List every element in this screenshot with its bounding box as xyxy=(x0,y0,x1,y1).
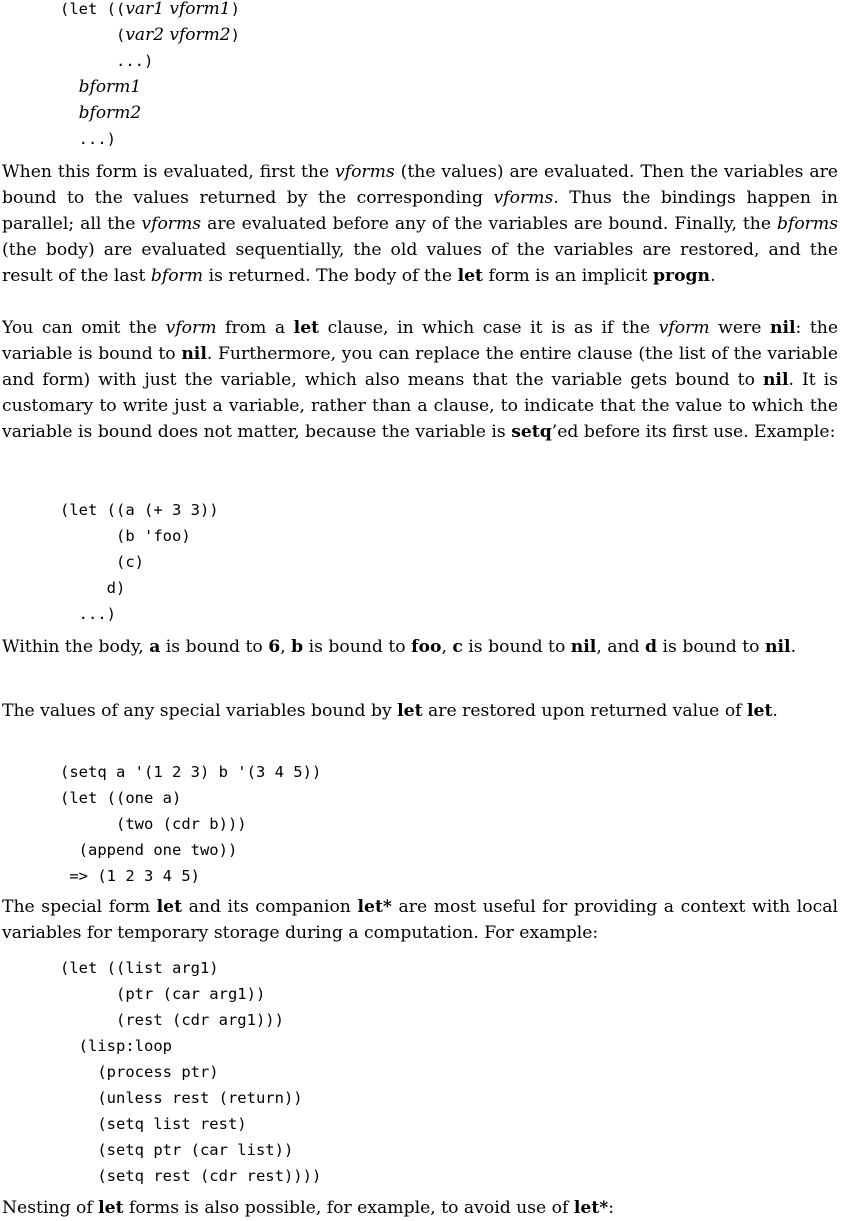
code-meta-var: var2 vform2 xyxy=(125,25,231,45)
paragraph-omit-vform: You can omit the vform from a let clause, in which case it is as if the vform were nil: the variable is bound to nil. Furthermore, you can replace the entire clause (the list of the variable and form) with just the variable, which also means that the variable gets bound to nil. It is customary to write just a variable, rather than a clause, to indicate that the value to which the variable is bound does not matter, because the variable is setq’ed before its first use. Example: xyxy=(2,318,839,442)
paragraph-nesting: Nesting of let forms is also possible, for example, to avoid use of let*: xyxy=(2,1198,615,1218)
paragraph-special-variables: The values of any special variables bound by let are restored upon returned value of let. xyxy=(2,701,778,721)
code-text: ( xyxy=(60,26,126,44)
code-text: ) xyxy=(230,0,240,18)
code-meta-body: bform2 xyxy=(78,103,142,123)
code-meta-body: bform1 xyxy=(78,77,142,97)
code-block-let-example: (let ((a (+ 3 3)) (b 'foo) (c) d) ...) xyxy=(60,501,219,623)
paragraph-evaluation: When this form is evaluated, first the vforms (the values) are evaluated. Then the variables are bound to the values returned by the corresponding vforms. Thus the bindings happen in parallel; all the vforms are evaluated before any of the variables are bound. Finally, the bforms (the body) are evaluated sequentially, the old values of the variables are restored, and the result of the last bform is returned. The body of the let form is an implicit progn. xyxy=(2,162,839,286)
paragraph-let-context: The special form let and its companion let* are most useful for providing a context with local variables for temporary storage during a computation. For example: xyxy=(2,897,838,943)
paragraph-bindings: Within the body, a is bound to 6, b is bound to foo, c is bound to nil, and d is bound to nil. xyxy=(2,637,797,657)
code-text: ) xyxy=(230,26,240,44)
code-text: ...) xyxy=(60,130,116,148)
code-meta-var: var1 vform1 xyxy=(125,0,231,19)
code-block-let-syntax xyxy=(60,0,240,152)
code-text: ...) xyxy=(60,52,154,70)
code-block-setq-example: (setq a '(1 2 3) b '(3 4 5)) (let ((one a) (two (cdr b))) (append one two)) => (1 2 3 4 5) xyxy=(60,763,322,885)
code-block-loop-example: (let ((list arg1) (ptr (car arg1)) (rest (cdr arg1))) (lisp:loop (process ptr) (unless rest (return)) (setq list rest) (setq ptr (car list)) (setq rest (cdr rest)))) xyxy=(60,959,322,1185)
code-text: (let (( xyxy=(60,0,126,18)
